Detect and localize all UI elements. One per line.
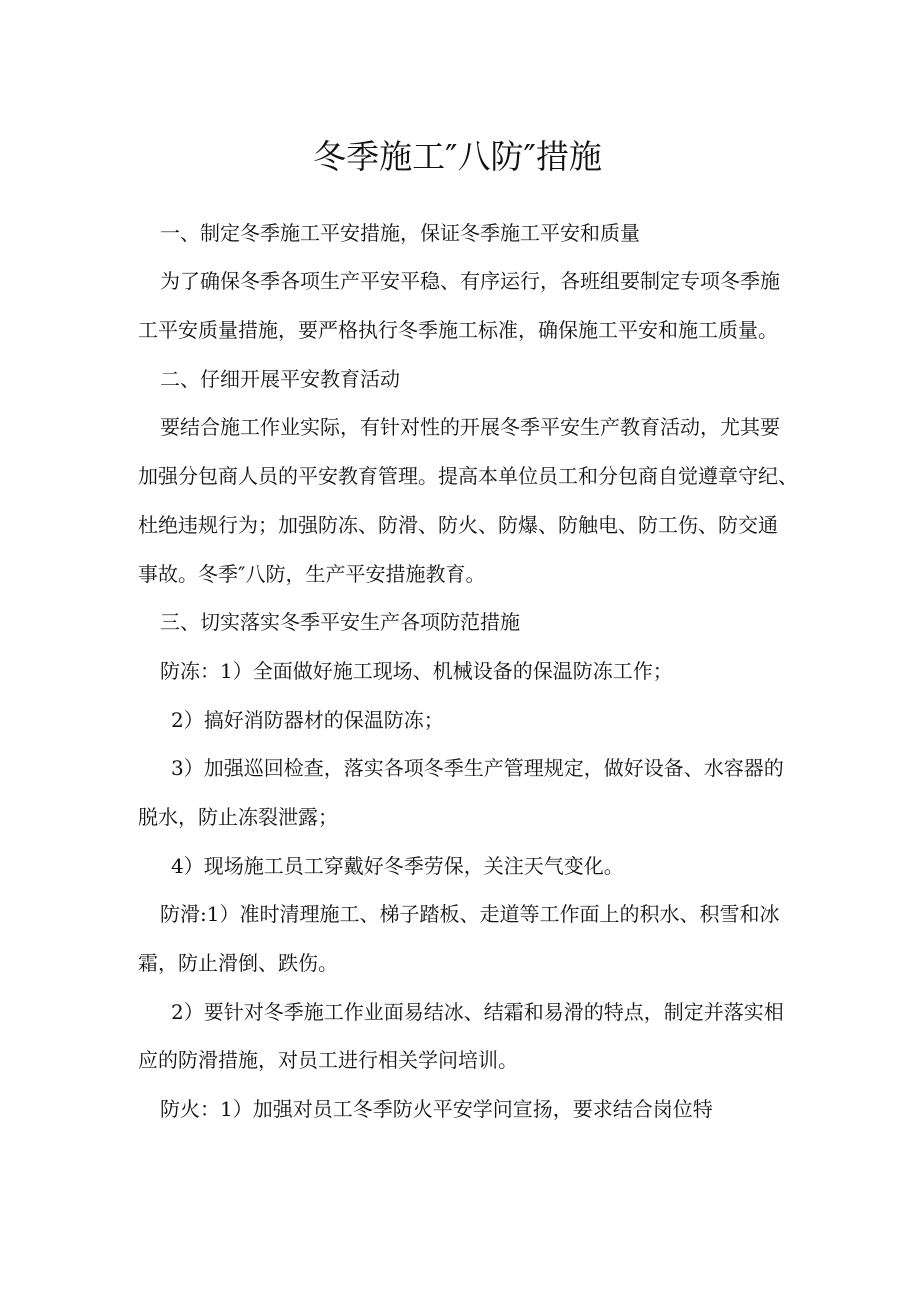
body-text-line: 要结合施工作业实际，有针对性的开展冬季平安生产教育活动，尤其要 <box>160 415 780 440</box>
body-text-line: 霜，防止滑倒、跌伤。 <box>138 951 338 975</box>
body-text-line: 杜绝违规行为；加强防冻、防滑、防火、防爆、防触电、防工伤、防交通 <box>138 512 778 537</box>
body-text-line: 事故。冬季″八防，生产平安措施教育。 <box>138 561 486 586</box>
document-title: 冬季施工″八防″措施 <box>313 137 602 176</box>
section-3 <box>138 598 898 1134</box>
body-text-line: 防冻：1）全面做好施工现场、机械设备的保温防冻工作； <box>160 658 673 683</box>
section-1 <box>138 209 898 355</box>
body-text-line: 应的防滑措施，对员工进行相关学问培训。 <box>138 1048 518 1073</box>
body-text-line: 防滑:1）准时清理施工、梯子踏板、走道等工作面上的积水、积雪和冰 <box>160 902 780 927</box>
body-text-line: 2）要针对冬季施工作业面易结冰、结霜和易滑的特点，制定并落实相 <box>171 999 784 1024</box>
body-text-line: 脱水，防止冻裂泄露； <box>138 804 338 829</box>
body-text-line: 4）现场施工员工穿戴好冬季劳保，关注天气变化。 <box>171 853 624 878</box>
section-2 <box>138 355 898 598</box>
body-text-line: 为了确保冬季各项生产平安平稳、有序运行，各班组要制定专项冬季施 <box>160 269 780 294</box>
document-body <box>138 209 898 1134</box>
section-heading: 二、仔细开展平安教育活动 <box>160 366 400 391</box>
body-text-line: 防火：1）加强对员工冬季防火平安学问宣扬，要求结合岗位特 <box>160 1097 713 1122</box>
section-heading: 三、切实落实冬季平安生产各项防范措施 <box>160 610 520 635</box>
body-text-line: 工平安质量措施，要严格执行冬季施工标准，确保施工平安和施工质量。 <box>138 318 778 343</box>
body-text-line: 2）搞好消防器材的保温防冻； <box>171 707 444 732</box>
body-text-line: 加强分包商人员的平安教育管理。提高本单位员工和分包商自觉遵章守纪、 <box>138 464 798 489</box>
body-text-line: 3）加强巡回检查，落实各项冬季生产管理规定，做好设备、水容器的 <box>171 756 784 781</box>
section-heading: 一、制定冬季施工平安措施，保证冬季施工平安和质量 <box>160 220 640 245</box>
